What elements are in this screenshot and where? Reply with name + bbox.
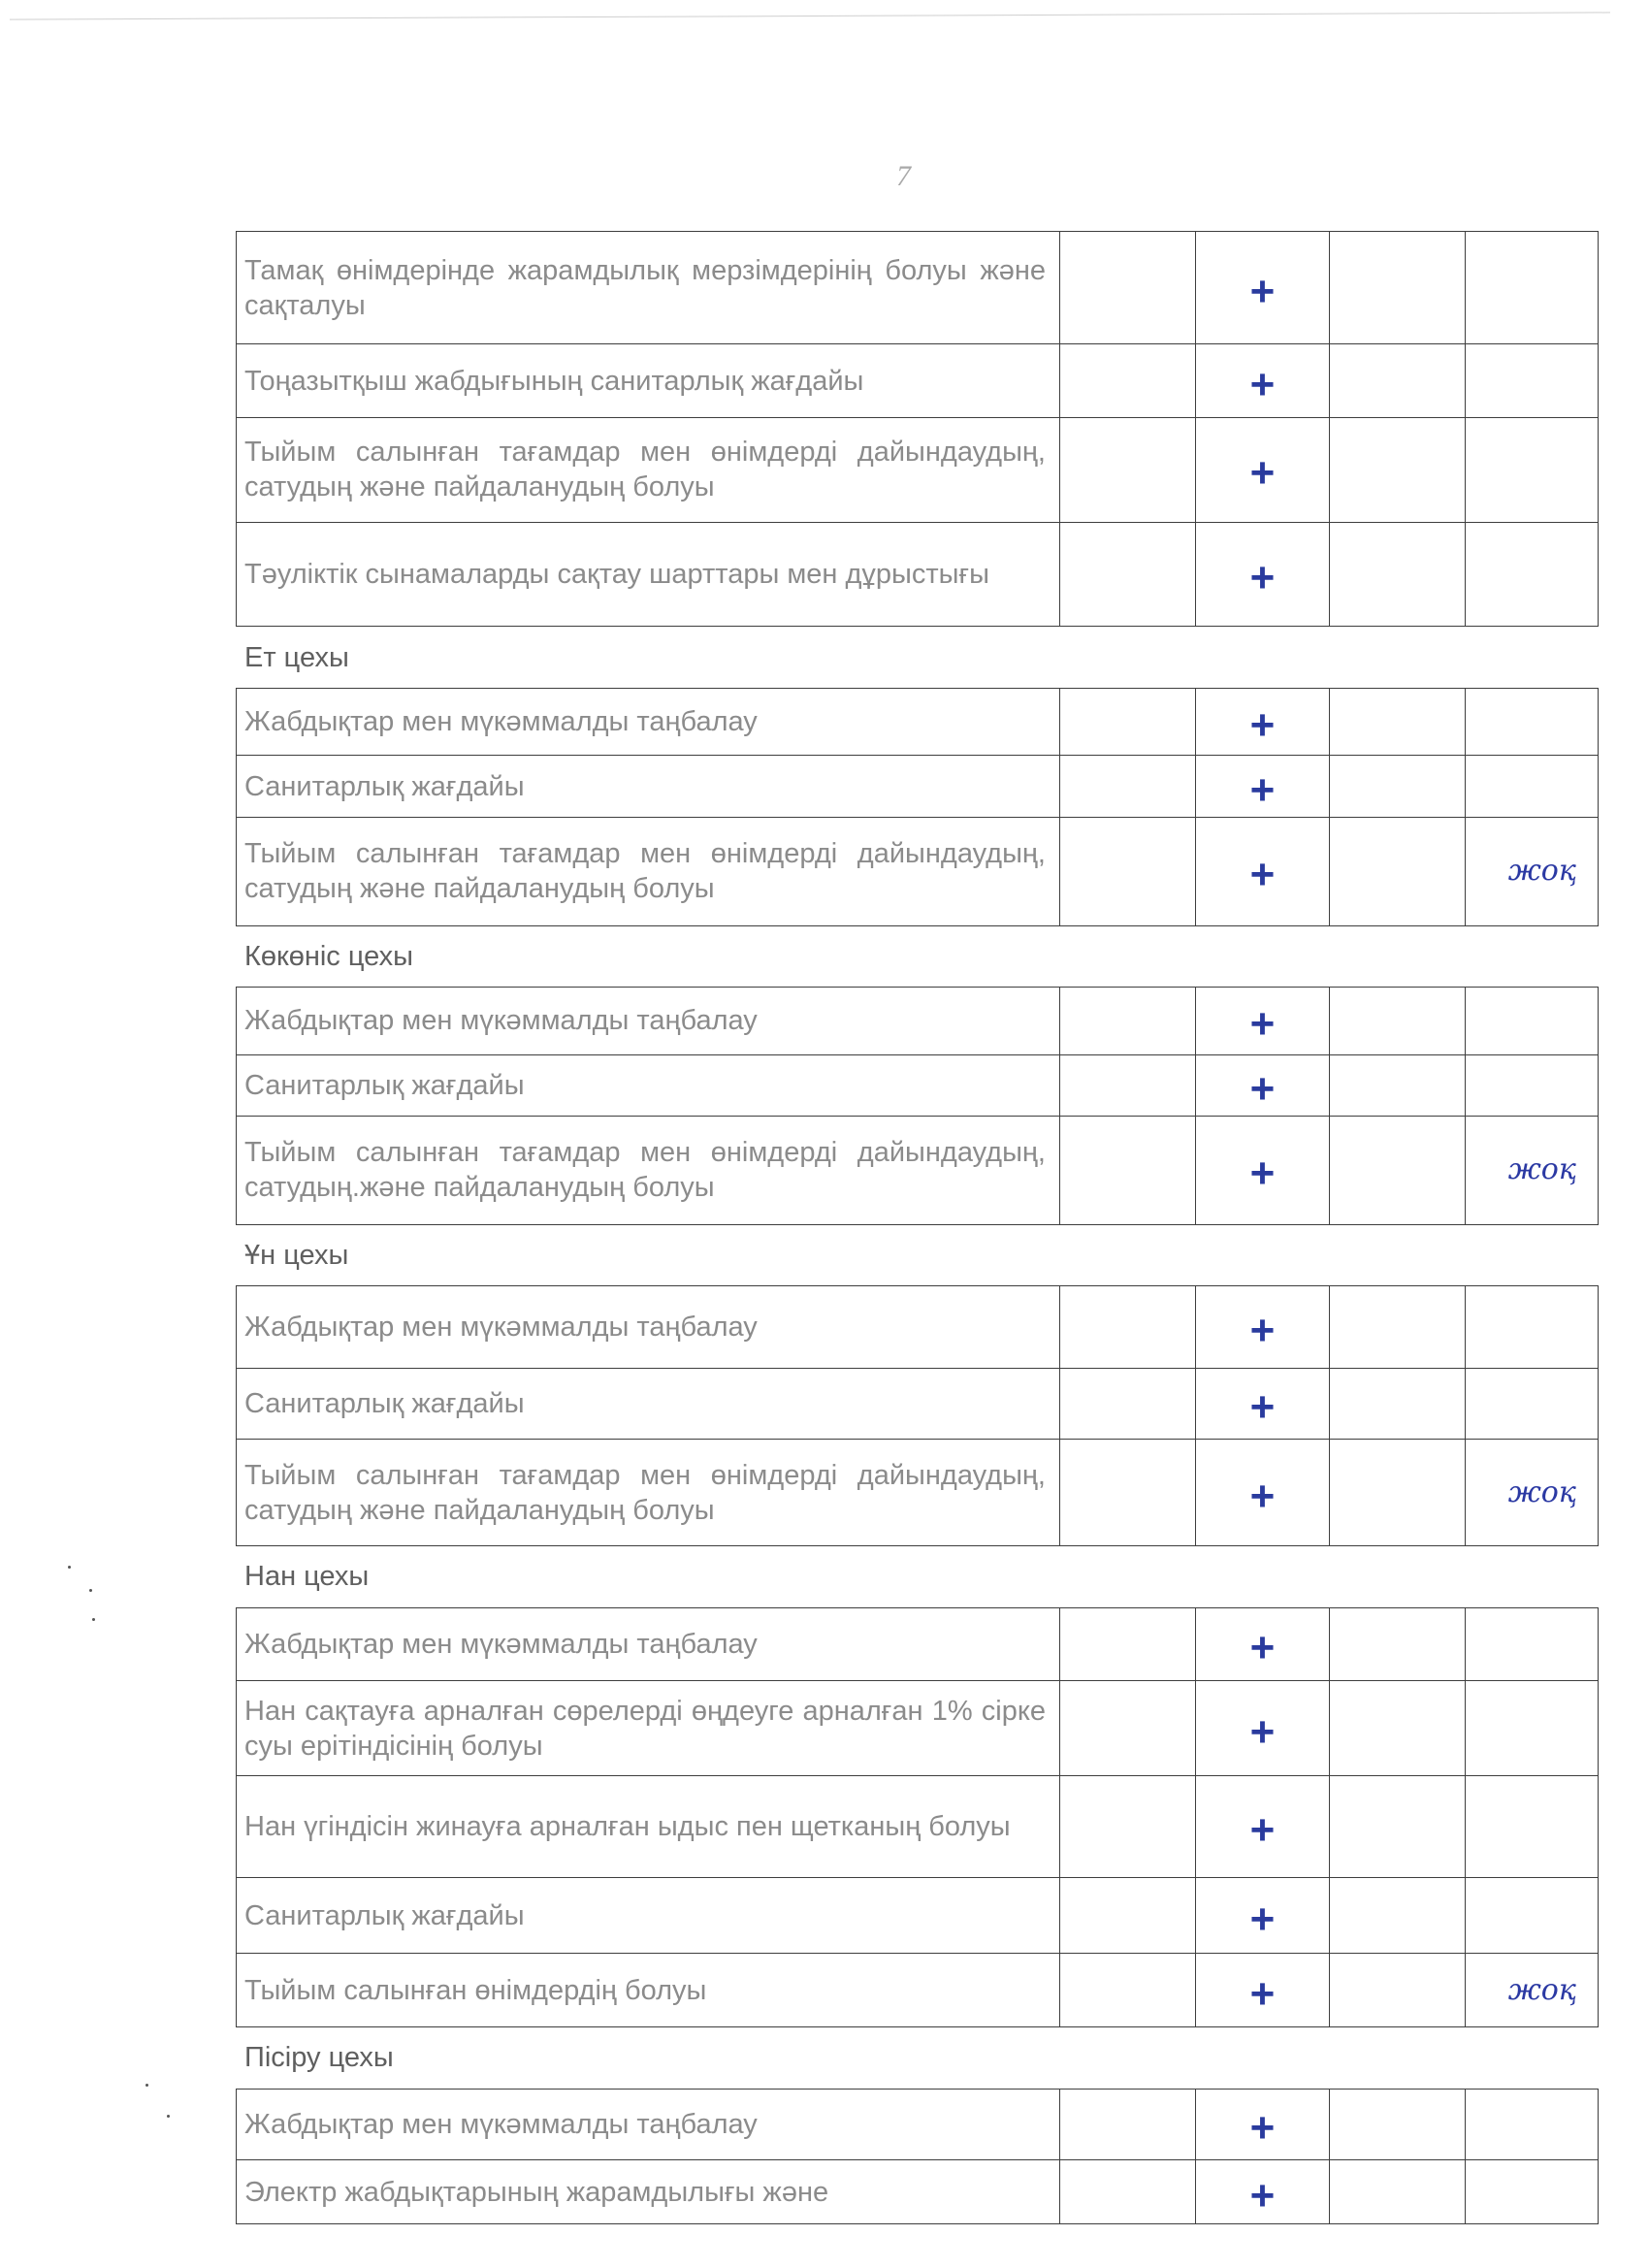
handwritten-note: жоқ xyxy=(1466,1116,1599,1224)
criterion-text: Тоңазытқыш жабдығының санитарлық жағдайы xyxy=(237,344,1060,418)
criterion-text: Санитарлық жағдайы xyxy=(237,1054,1060,1116)
criterion-text: Санитарлық жағдайы xyxy=(237,1368,1060,1440)
blank-cell xyxy=(1330,1286,1466,1368)
handwritten-note xyxy=(1466,756,1599,817)
handwritten-plus-mark: + xyxy=(1196,1286,1330,1368)
blank-cell xyxy=(1060,987,1196,1054)
blank-cell xyxy=(1330,1054,1466,1116)
blank-cell xyxy=(1060,232,1196,344)
checklist-row xyxy=(237,344,1599,418)
checklist-row xyxy=(237,418,1599,523)
handwritten-note xyxy=(1466,418,1599,523)
handwritten-note xyxy=(1466,1286,1599,1368)
checklist-row xyxy=(237,2089,1599,2160)
handwritten-note xyxy=(1466,1775,1599,1878)
scan-speck xyxy=(146,2084,148,2087)
handwritten-plus-mark: + xyxy=(1196,688,1330,756)
handwritten-note xyxy=(1466,688,1599,756)
checklist-row xyxy=(237,756,1599,817)
blank-cell xyxy=(1060,1368,1196,1440)
blank-cell xyxy=(1330,688,1466,756)
blank-cell xyxy=(1330,232,1466,344)
handwritten-plus-mark: + xyxy=(1196,1878,1330,1954)
blank-cell xyxy=(1330,2089,1466,2160)
blank-cell xyxy=(1060,522,1196,627)
criterion-text: Жабдықтар мен мүкәммалды таңбалау xyxy=(237,2089,1060,2160)
handwritten-plus-mark: + xyxy=(1196,232,1330,344)
handwritten-note xyxy=(1466,232,1599,344)
criterion-text: Жабдықтар мен мүкәммалды таңбалау xyxy=(237,1286,1060,1368)
checklist-row xyxy=(237,1286,1599,1368)
section-row xyxy=(237,1224,1599,1285)
blank-cell xyxy=(1060,2089,1196,2160)
criterion-text: Тыйым салынған тағамдар мен өнімдерді дайындаудың, сатудың және пайдаланудың болуы xyxy=(237,418,1060,523)
criterion-text: Тыйым салынған тағамдар мен өнімдерді дайындаудың, сатудың және пайдаланудың болуы xyxy=(237,817,1060,925)
blank-cell xyxy=(1060,344,1196,418)
checklist-row xyxy=(237,1775,1599,1878)
blank-cell xyxy=(1330,2160,1466,2224)
checklist-row xyxy=(237,1954,1599,2027)
blank-cell xyxy=(1060,1954,1196,2027)
section-row xyxy=(237,627,1599,688)
handwritten-note xyxy=(1466,522,1599,627)
blank-cell xyxy=(1330,418,1466,523)
section-row xyxy=(237,1546,1599,1607)
checklist-row xyxy=(237,817,1599,925)
blank-cell xyxy=(1330,1954,1466,2027)
blank-cell xyxy=(1330,1440,1466,1546)
handwritten-note xyxy=(1466,1054,1599,1116)
checklist-row xyxy=(237,1607,1599,1681)
checklist-row xyxy=(237,1054,1599,1116)
handwritten-note xyxy=(1466,987,1599,1054)
handwritten-plus-mark: + xyxy=(1196,1116,1330,1224)
inspection-checklist-table xyxy=(236,231,1599,2224)
blank-cell xyxy=(1330,987,1466,1054)
handwritten-note: жоқ xyxy=(1466,817,1599,925)
handwritten-plus-mark: + xyxy=(1196,1440,1330,1546)
checklist-row xyxy=(237,1368,1599,1440)
handwritten-note xyxy=(1466,1607,1599,1681)
section-title: Ұн цехы xyxy=(237,1224,1599,1285)
handwritten-plus-mark: + xyxy=(1196,344,1330,418)
criterion-text: Тыйым салынған тағамдар мен өнімдерді дайындаудың, сатудың.және пайдаланудың болуы xyxy=(237,1116,1060,1224)
blank-cell xyxy=(1060,756,1196,817)
handwritten-plus-mark: + xyxy=(1196,2089,1330,2160)
checklist-row xyxy=(237,1681,1599,1775)
checklist-row xyxy=(237,1440,1599,1546)
criterion-text: Тыйым салынған тағамдар мен өнімдерді дайындаудың, сатудың және пайдаланудың болуы xyxy=(237,1440,1060,1546)
criterion-text: Жабдықтар мен мүкәммалды таңбалау xyxy=(237,987,1060,1054)
checklist-body xyxy=(237,232,1599,2224)
blank-cell xyxy=(1330,1116,1466,1224)
checklist-row xyxy=(237,1878,1599,1954)
blank-cell xyxy=(1330,1368,1466,1440)
blank-cell xyxy=(1060,817,1196,925)
checklist-row xyxy=(237,688,1599,756)
blank-cell xyxy=(1330,1775,1466,1878)
criterion-text: Нан үгіндісін жинауға арналған ыдыс пен щетканың болуы xyxy=(237,1775,1060,1878)
blank-cell xyxy=(1060,1775,1196,1878)
checklist-row xyxy=(237,987,1599,1054)
handwritten-note xyxy=(1466,1368,1599,1440)
handwritten-note xyxy=(1466,1878,1599,1954)
blank-cell xyxy=(1060,688,1196,756)
scan-speck xyxy=(89,1589,92,1592)
handwritten-plus-mark: + xyxy=(1196,1954,1330,2027)
blank-cell xyxy=(1330,817,1466,925)
handwritten-note: жоқ xyxy=(1466,1954,1599,2027)
criterion-text: Санитарлық жағдайы xyxy=(237,756,1060,817)
blank-cell xyxy=(1330,756,1466,817)
criterion-text: Нан сақтауға арналған сөрелерді өңдеуге арналған 1% сірке суы ерітіндісінің болуы xyxy=(237,1681,1060,1775)
criterion-text: Санитарлық жағдайы xyxy=(237,1878,1060,1954)
criterion-text: Тамақ өнімдерінде жарамдылық мерзімдерінің болуы және сақталуы xyxy=(237,232,1060,344)
handwritten-plus-mark: + xyxy=(1196,1054,1330,1116)
blank-cell xyxy=(1060,1440,1196,1546)
checklist-row xyxy=(237,232,1599,344)
blank-cell xyxy=(1060,1286,1196,1368)
criterion-text: Тәуліктік сынамаларды сақтау шарттары мен дұрыстығы xyxy=(237,522,1060,627)
handwritten-plus-mark: + xyxy=(1196,756,1330,817)
blank-cell xyxy=(1060,1681,1196,1775)
handwritten-note xyxy=(1466,1681,1599,1775)
blank-cell xyxy=(1060,1116,1196,1224)
handwritten-plus-mark: + xyxy=(1196,522,1330,627)
blank-cell xyxy=(1330,1607,1466,1681)
handwritten-plus-mark: + xyxy=(1196,1681,1330,1775)
blank-cell xyxy=(1060,2160,1196,2224)
section-row xyxy=(237,2027,1599,2089)
scan-edge-line xyxy=(10,12,1610,19)
scan-speck xyxy=(68,1566,71,1569)
section-title: Нан цехы xyxy=(237,1546,1599,1607)
page-number: 7 xyxy=(896,160,911,192)
section-title: Көкөніс цехы xyxy=(237,925,1599,987)
section-title: Пісіру цехы xyxy=(237,2027,1599,2089)
handwritten-note xyxy=(1466,344,1599,418)
blank-cell xyxy=(1330,1681,1466,1775)
blank-cell xyxy=(1330,522,1466,627)
blank-cell xyxy=(1060,418,1196,523)
blank-cell xyxy=(1060,1878,1196,1954)
section-title: Ет цехы xyxy=(237,627,1599,688)
handwritten-plus-mark: + xyxy=(1196,2160,1330,2224)
scan-speck xyxy=(167,2115,170,2118)
blank-cell xyxy=(1330,344,1466,418)
checklist-row xyxy=(237,522,1599,627)
handwritten-plus-mark: + xyxy=(1196,987,1330,1054)
criterion-text: Тыйым салынған өнімдердің болуы xyxy=(237,1954,1060,2027)
section-row xyxy=(237,925,1599,987)
checklist-row xyxy=(237,2160,1599,2224)
criterion-text: Жабдықтар мен мүкәммалды таңбалау xyxy=(237,688,1060,756)
blank-cell xyxy=(1060,1054,1196,1116)
handwritten-plus-mark: + xyxy=(1196,1775,1330,1878)
handwritten-note xyxy=(1466,2160,1599,2224)
blank-cell xyxy=(1330,1878,1466,1954)
handwritten-plus-mark: + xyxy=(1196,1368,1330,1440)
handwritten-plus-mark: + xyxy=(1196,418,1330,523)
handwritten-note: жоқ xyxy=(1466,1440,1599,1546)
criterion-text: Жабдықтар мен мүкәммалды таңбалау xyxy=(237,1607,1060,1681)
criterion-text: Электр жабдықтарының жарамдылығы және xyxy=(237,2160,1060,2224)
handwritten-plus-mark: + xyxy=(1196,1607,1330,1681)
scan-speck xyxy=(92,1618,95,1621)
handwritten-plus-mark: + xyxy=(1196,817,1330,925)
handwritten-note xyxy=(1466,2089,1599,2160)
checklist-row xyxy=(237,1116,1599,1224)
blank-cell xyxy=(1060,1607,1196,1681)
